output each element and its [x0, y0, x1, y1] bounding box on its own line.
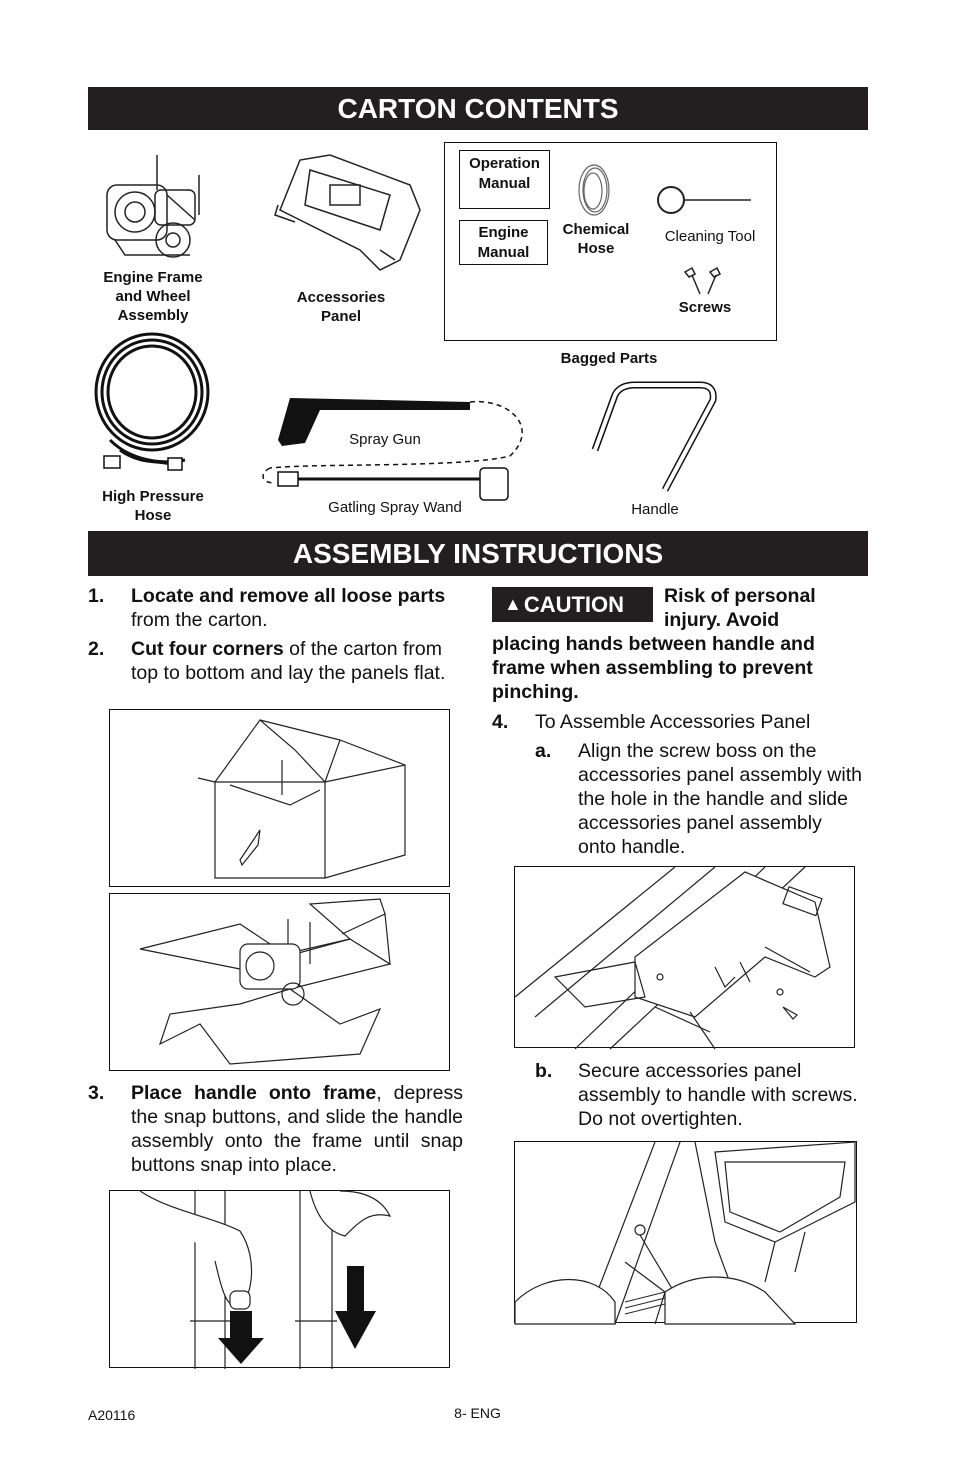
step-4-number: 4.: [492, 711, 509, 733]
caution-body: placing hands between handle and frame when assembling to prevent pinching.: [492, 633, 815, 703]
step-3-rest: , depress the snap buttons, and slide the handle assembly onto the frame until snap buttons snap into place.: [131, 1082, 463, 1176]
step-4b-letter: b.: [535, 1060, 553, 1082]
step-4b-text: Secure accessories panel assembly to handle with screws. Do not overtighten.: [578, 1060, 858, 1130]
step-4a-letter: a.: [535, 740, 552, 762]
screws-icon: [680, 266, 730, 298]
document-code: A20116: [88, 1407, 136, 1423]
step-1-number: 1.: [88, 585, 105, 607]
step-4-text: To Assemble Accessories Panel: [535, 711, 811, 733]
caution-heading: Risk of personal injury. Avoid: [664, 585, 816, 631]
engine-frame-illustration: [95, 150, 225, 270]
carton-contents-heading: CARTON CONTENTS: [88, 87, 868, 130]
step-4a-text: Align the screw boss on the accessories panel assembly with the hole in the handle and slide accessories panel assembly onto handle.: [578, 740, 862, 858]
step-2-rest: of the carton from top to bottom and lay the panels flat.: [131, 638, 446, 684]
engine-manual-label: Engine Manual: [477, 224, 530, 261]
accessories-panel-label: Accessories Panel: [296, 289, 386, 325]
screws-label: Screws: [678, 299, 732, 316]
handle-illustration: [585, 380, 725, 495]
panel-alignment-figure: [514, 866, 855, 1048]
step-3-text: [131, 1081, 463, 1177]
operation-manual-label: Operation Manual: [469, 155, 540, 192]
chemical-hose-label: Chemical Hose: [562, 221, 630, 257]
flat-carton-figure: [109, 893, 450, 1071]
step-2-number: 2.: [88, 638, 105, 660]
step-3-number: 3.: [88, 1082, 105, 1104]
step-1-bold: Locate and remove all loose parts: [131, 585, 446, 607]
accessories-panel-illustration: [270, 150, 430, 275]
engine-manual-box: [459, 220, 548, 265]
handle-label: Handle: [631, 501, 679, 518]
caution-label: CAUTION: [523, 592, 625, 617]
engine-frame-label: Engine Frame and Wheel Assembly: [103, 269, 203, 324]
caution-badge: [492, 587, 653, 622]
cleaning-tool-icon: [655, 182, 755, 218]
step-1-text: [131, 584, 463, 632]
carton-box-figure: [109, 709, 450, 887]
spray-gun-label: Spray Gun: [349, 431, 421, 448]
step-3-bold: Place handle onto frame: [131, 1082, 377, 1104]
step-2-text: [131, 637, 465, 685]
operation-manual-box: [459, 150, 550, 209]
secure-screws-figure: [514, 1141, 857, 1323]
chemical-hose-icon: [572, 160, 622, 220]
warning-triangle-icon: ▲: [504, 594, 522, 614]
gatling-wand-label: Gatling Spray Wand: [328, 499, 462, 516]
snap-buttons-figure: [109, 1190, 450, 1368]
cleaning-tool-label: Cleaning Tool: [664, 228, 756, 245]
assembly-instructions-heading: ASSEMBLY INSTRUCTIONS: [88, 531, 868, 576]
step-1-rest: from the carton.: [131, 609, 268, 631]
step-2-bold: Cut four corners: [131, 638, 284, 660]
high-pressure-hose-illustration: [90, 330, 220, 475]
page-number: 8- ENG: [454, 1405, 501, 1421]
high-pressure-hose-label: High Pressure Hose: [102, 488, 204, 524]
bagged-parts-label: Bagged Parts: [560, 350, 658, 367]
